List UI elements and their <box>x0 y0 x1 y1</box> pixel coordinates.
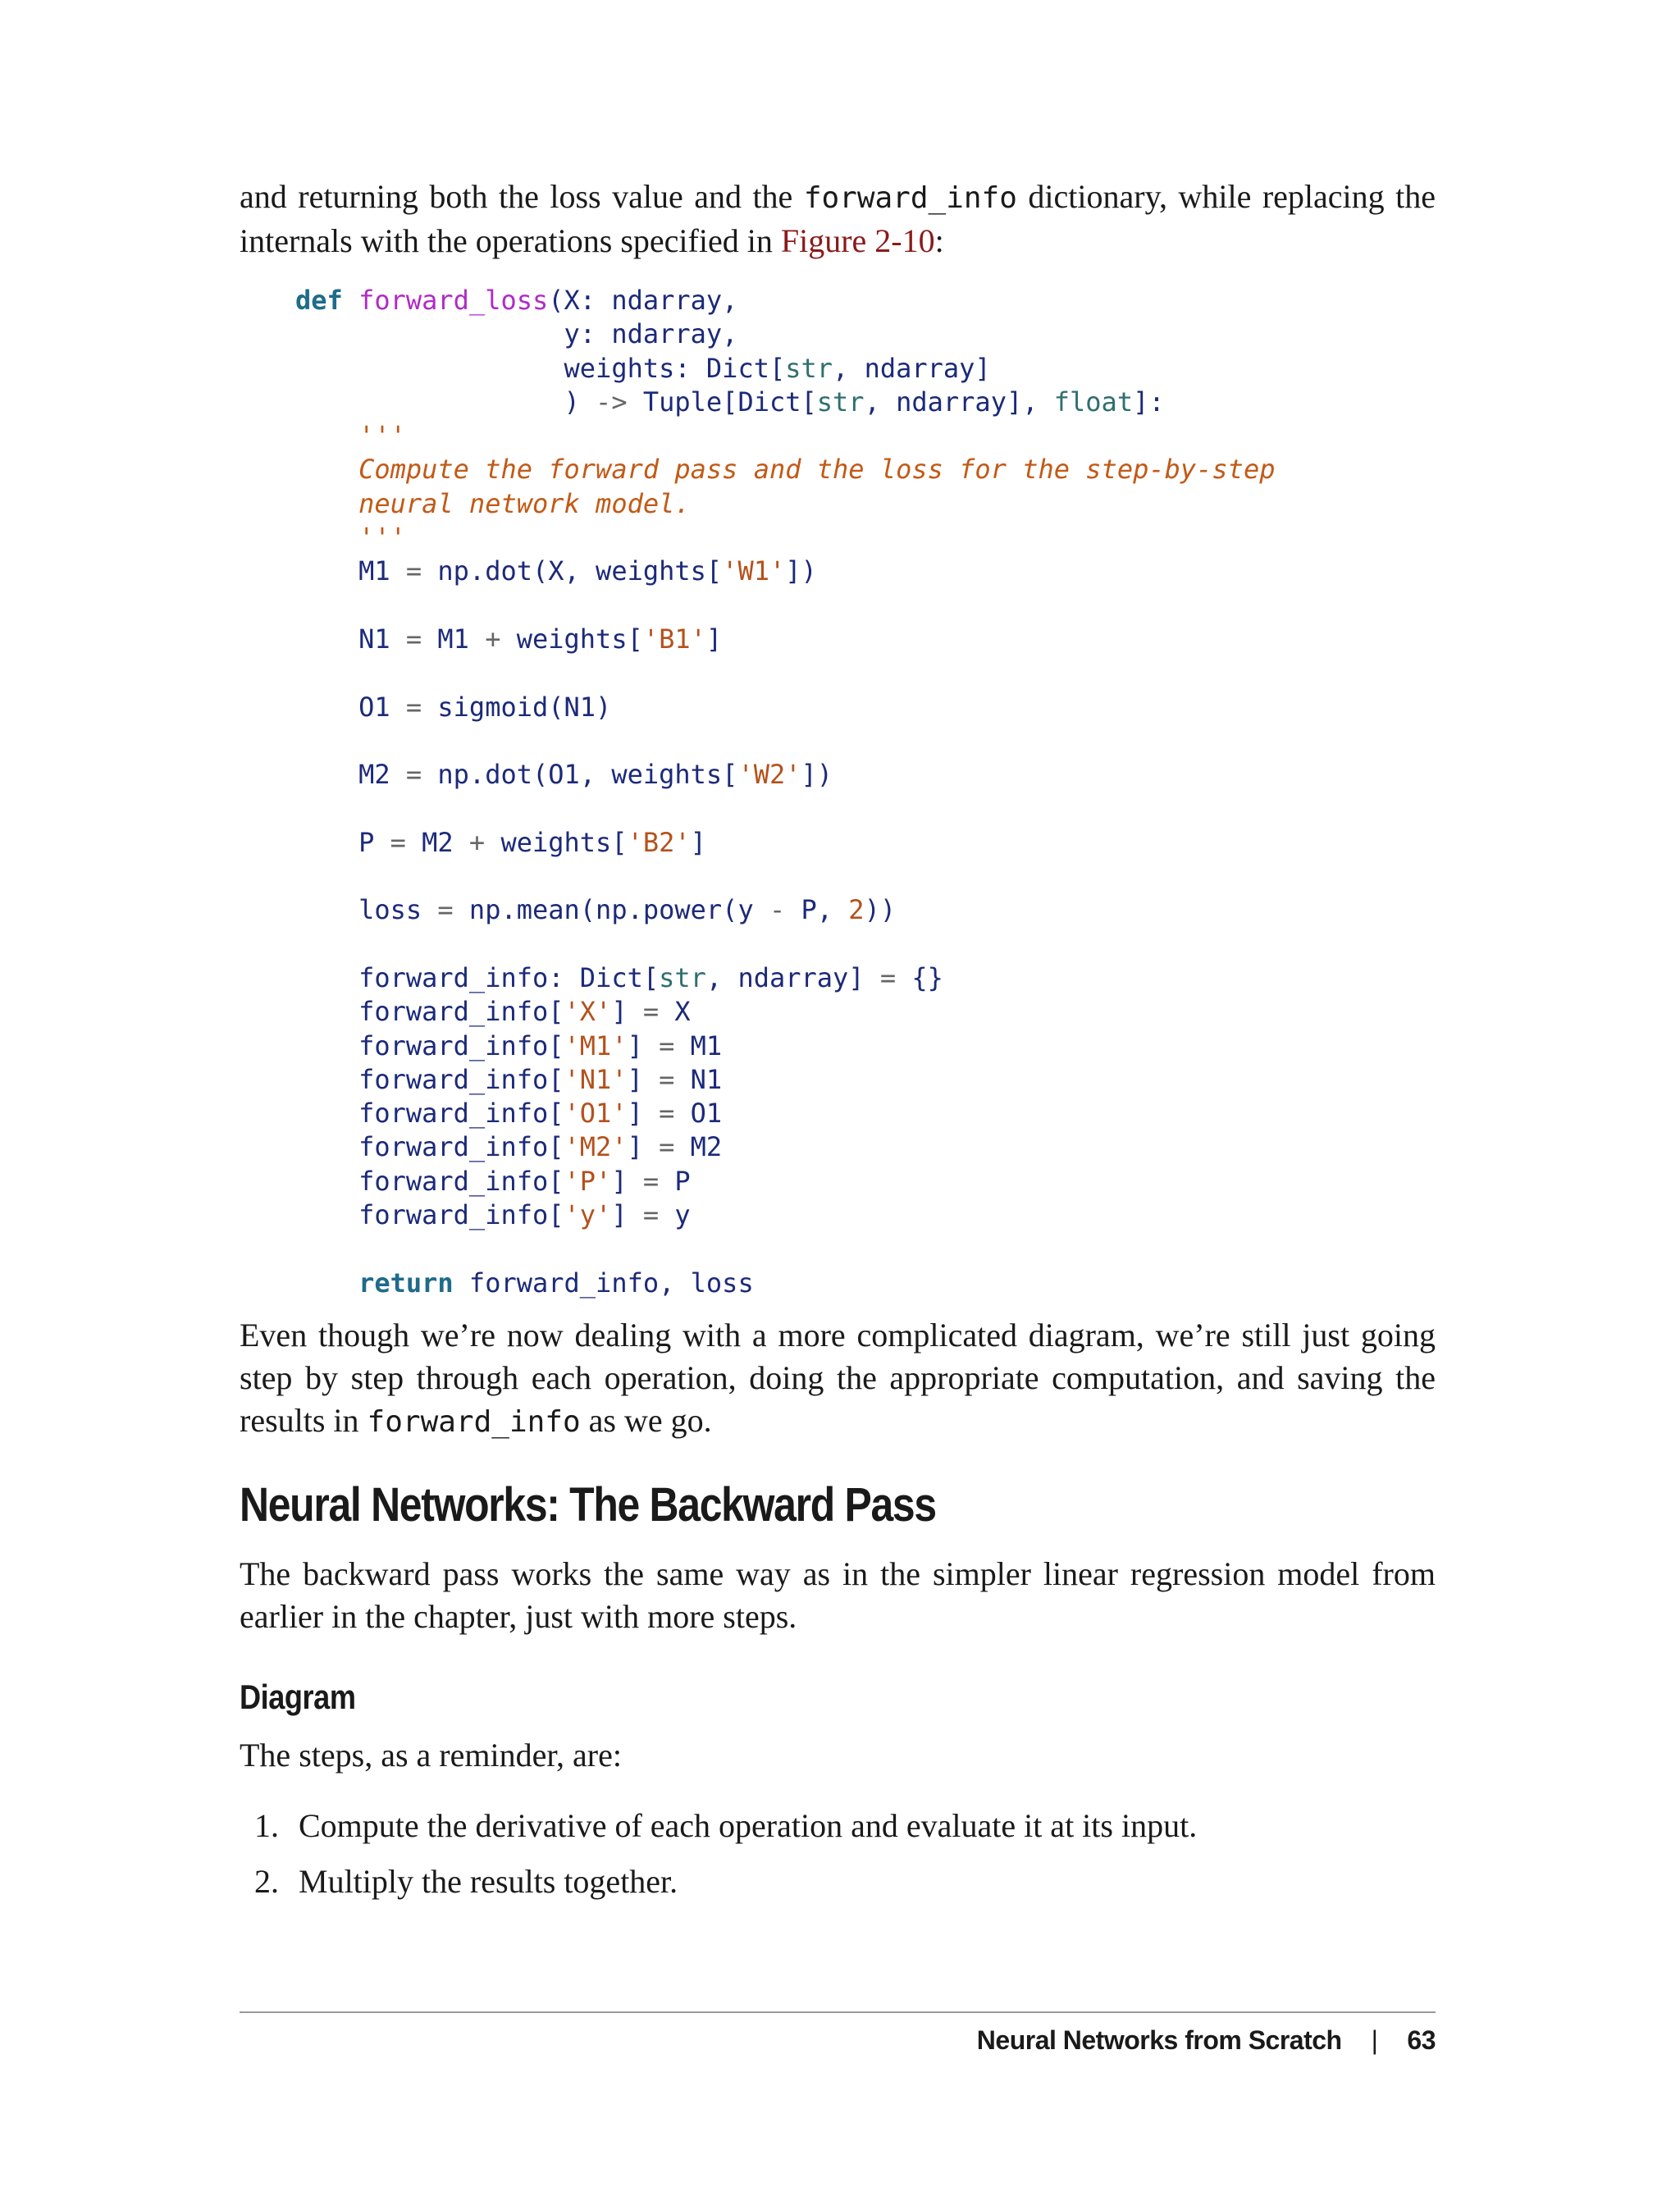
code-line: def forward_loss(X: ndarray, <box>295 285 738 316</box>
code-line: ''' <box>358 420 406 452</box>
code-line <box>295 656 1275 690</box>
footer-divider <box>240 2011 1436 2013</box>
code-line: forward_info['M1'] = M1 <box>295 1029 723 1061</box>
code-line: forward_info['N1'] = N1 <box>295 1063 723 1095</box>
code-line <box>295 1232 1275 1266</box>
steps-intro: The steps, as a reminder, are: <box>240 1737 622 1774</box>
code-line: N1 = M1 + weights['B1'] <box>295 623 723 655</box>
steps-list <box>254 1805 1197 1916</box>
list-item: 2. Multiply the results together. <box>254 1863 678 1900</box>
running-title: Neural Networks from Scratch <box>976 2025 1342 2055</box>
code-line: forward_info['X'] = X <box>295 996 691 1028</box>
code-line: P = M2 + weights['B2'] <box>295 826 706 858</box>
code-line: y: ndarray, <box>295 318 738 350</box>
page-footer <box>977 2021 1436 2059</box>
code-line: M1 = np.dot(X, weights['W1']) <box>295 555 817 587</box>
code-line: loss = np.mean(np.power(y - P, 2)) <box>295 894 897 926</box>
code-line: forward_info['y'] = y <box>295 1199 691 1231</box>
code-line: ) -> Tuple[Dict[str, ndarray], float]: <box>295 386 1165 418</box>
page-number: 63 <box>1407 2025 1436 2055</box>
code-line: O1 = sigmoid(N1) <box>295 691 612 723</box>
code-line <box>295 792 1275 825</box>
code-block <box>295 284 1275 1300</box>
code-line <box>295 860 1275 893</box>
subsection-heading: Diagram <box>240 1678 356 1716</box>
code-line <box>295 724 1275 758</box>
code-line <box>295 589 1275 623</box>
code-line: forward_info['M2'] = M2 <box>295 1131 723 1163</box>
code-line: forward_info['O1'] = O1 <box>295 1098 723 1130</box>
backward-pass-paragraph: The backward pass works the same way as in the simpler linear regression model from earlier in the chapter, just with more steps. <box>240 1555 1436 1635</box>
code-line: neural network model. <box>358 487 691 519</box>
inline-code: forward_info <box>803 181 1017 215</box>
code-line: forward_info: Dict[str, ndarray] = {} <box>295 961 943 993</box>
code-line: forward_info['P'] = P <box>295 1165 691 1197</box>
code-line: M2 = np.dot(O1, weights['W2']) <box>295 759 833 791</box>
code-line: Compute the forward pass and the loss for the step-by-step <box>358 454 1276 486</box>
footer-separator: | <box>1371 2025 1378 2055</box>
intro-paragraph: and returning both the loss value and the forward_info dictionary, while replacing the internals with the operations specified in Figure 2-10: <box>240 178 1436 259</box>
explanation-paragraph: Even though we’re now dealing with a more complicated diagram, we’re still just going step by step through each operation, doing the appropriate computation, and saving the results in forward_info as we go. <box>240 1317 1436 1439</box>
inline-code: forward_info <box>367 1405 581 1439</box>
code-line: weights: Dict[str, ndarray] <box>295 352 991 384</box>
code-line: ''' <box>358 522 406 554</box>
list-item: 1. Compute the derivative of each operation and evaluate it at its input. <box>254 1807 1198 1844</box>
code-line <box>295 928 1275 961</box>
code-line: return forward_info, loss <box>358 1267 754 1299</box>
section-heading: Neural Networks: The Backward Pass <box>240 1478 936 1532</box>
figure-link[interactable]: Figure 2-10 <box>780 222 935 259</box>
